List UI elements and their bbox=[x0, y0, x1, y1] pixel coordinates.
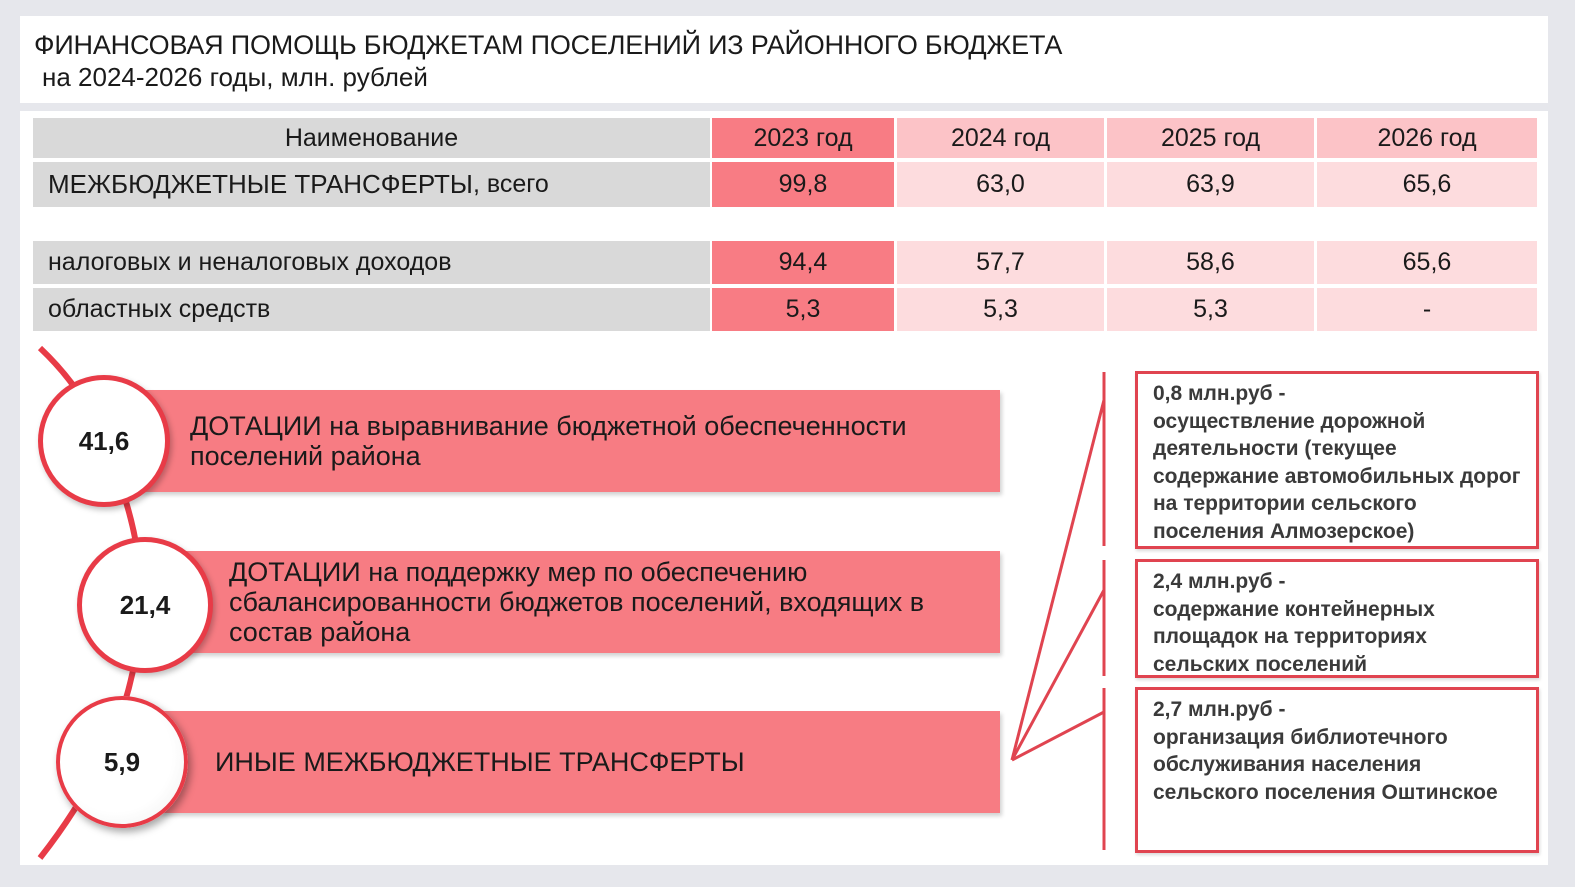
table-cell: 5,3 bbox=[712, 288, 894, 331]
table-cell: 65,6 bbox=[1317, 241, 1537, 284]
table-row-label: налоговых и неналоговых доходов bbox=[33, 241, 710, 284]
table-header-2026: 2026 год bbox=[1317, 118, 1537, 158]
item-label-rest: на выравнивание бюджетной обеспеченности поселений района bbox=[190, 411, 907, 471]
item-label-caps: ДОТАЦИИ bbox=[229, 557, 361, 587]
table-cell: 94,4 bbox=[712, 241, 894, 284]
table-cell: 99,8 bbox=[712, 162, 894, 207]
note-road-activity: 0,8 млн.руб - осуществление дорожной деятельности (текущее содержание автомобильных дорог на территории сельского поселения Алмозерское) bbox=[1135, 371, 1539, 549]
table-header-2024: 2024 год bbox=[897, 118, 1104, 158]
value-circle-balance: 21,4 bbox=[77, 537, 213, 673]
table-cell: 58,6 bbox=[1107, 241, 1314, 284]
item-bar-equalization bbox=[140, 390, 1000, 492]
value-circle-equalization: 41,6 bbox=[38, 375, 170, 507]
table-cell: 57,7 bbox=[897, 241, 1104, 284]
note-container-sites: 2,4 млн.руб - содержание контейнерных площадок на территориях сельских поселений bbox=[1135, 559, 1539, 678]
fan-line bbox=[1012, 400, 1104, 760]
table-cell: 63,9 bbox=[1107, 162, 1314, 207]
page-title: ФИНАНСОВАЯ ПОМОЩЬ БЮДЖЕТАМ ПОСЕЛЕНИЙ ИЗ РАЙОННОГО БЮДЖЕТА bbox=[34, 30, 1063, 60]
item-label: ИНЫЕ МЕЖБЮДЖЕТНЫЕ ТРАНСФЕРТЫ bbox=[215, 747, 745, 777]
table-cell: 63,0 bbox=[897, 162, 1104, 207]
table-cell: 5,3 bbox=[897, 288, 1104, 331]
table-cell: 65,6 bbox=[1317, 162, 1537, 207]
page-subtitle: на 2024-2026 годы, млн. рублей bbox=[42, 62, 428, 92]
total-label-caps: МЕЖБЮДЖЕТНЫЕ ТРАНСФЕРТЫ bbox=[48, 169, 473, 199]
table-cell: 5,3 bbox=[1107, 288, 1314, 331]
value-circle-other: 5,9 bbox=[56, 696, 188, 828]
item-bar-balance bbox=[180, 551, 1000, 653]
table-cell: - bbox=[1317, 288, 1537, 331]
item-label-caps: ДОТАЦИИ bbox=[190, 411, 322, 441]
total-label-rest: , всего bbox=[472, 170, 549, 198]
item-label-rest: на поддержку мер по обеспечению сбалансированности бюджетов поселений, входящих в состав района bbox=[229, 557, 925, 647]
item-bar-other bbox=[160, 711, 1000, 813]
table-header-name: Наименование bbox=[33, 118, 710, 158]
table-row-label: областных средств bbox=[33, 288, 710, 331]
note-library-service: 2,7 млн.руб - организация библиотечного обслуживания населения сельского поселения Оштинское bbox=[1135, 687, 1539, 853]
table-header-2023: 2023 год bbox=[712, 118, 894, 158]
table-header-2025: 2025 год bbox=[1107, 118, 1314, 158]
